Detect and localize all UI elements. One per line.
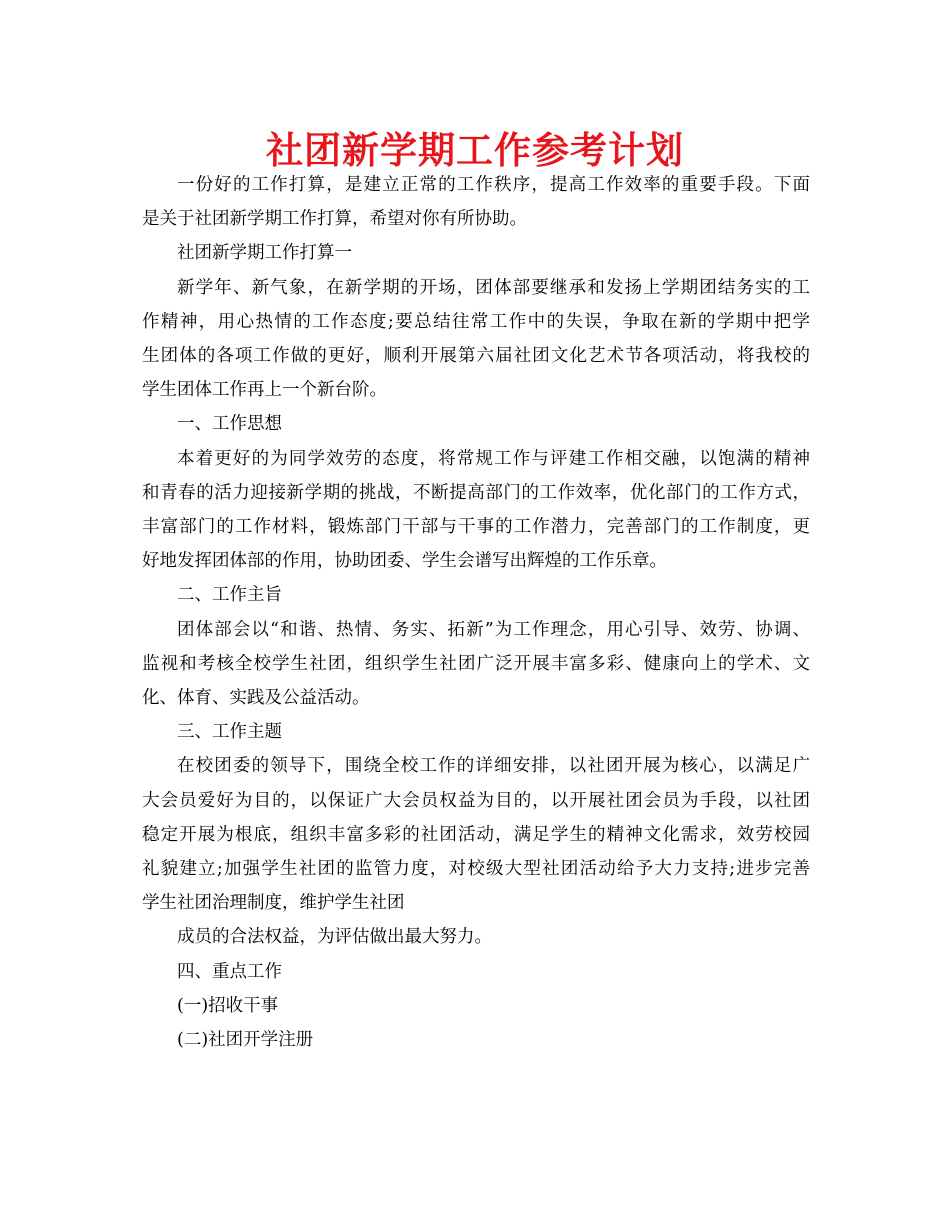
- body-line: 新学年、新气象，在新学期的开场，团体部要继承和发扬上学期团结务实的工: [177, 277, 810, 298]
- body-line: 生团体的各项工作做的更好，顺利开展第六届社团文化艺术节各项活动，将我校的: [142, 346, 810, 367]
- body-line: 三、工作主题: [177, 722, 282, 743]
- body-line: 作精神，用心热情的工作态度;要总结往常工作中的失误，争取在新的学期中把学: [142, 311, 810, 332]
- document-title: 社团新学期工作参考计划: [266, 129, 684, 172]
- body-line: 社团新学期工作打算一: [177, 243, 352, 264]
- body-line: 和青春的活力迎接新学期的挑战，不断提高部门的工作效率，优化部门的工作方式，: [142, 482, 810, 503]
- body-line: 丰富部门的工作材料，锻炼部门干部与干事的工作潜力，完善部门的工作制度，更: [142, 517, 810, 538]
- body-line: 二、工作主旨: [177, 585, 282, 606]
- body-line: 一、工作思想: [177, 414, 282, 435]
- body-line: 稳定开展为根底，组织丰富多彩的社团活动，满足学生的精神文化需求，效劳校园: [142, 824, 810, 845]
- body-line: 化、体育、实践及公益活动。: [142, 688, 370, 709]
- body-line: 成员的合法权益，为评估做出最大努力。: [177, 927, 492, 948]
- body-line: 学生社团治理制度，维护学生社团: [142, 893, 405, 914]
- document-body: [142, 168, 810, 1057]
- body-line: 是关于社团新学期工作打算，希望对你有所协助。: [142, 209, 527, 230]
- body-line: 四、重点工作: [177, 961, 282, 982]
- body-line: 礼貌建立;加强学生社团的监管力度，对校级大型社团活动给予大力支持;进步完善: [142, 859, 810, 880]
- body-line: 监视和考核全校学生社团，组织学生社团广泛开展丰富多彩、健康向上的学术、文: [142, 653, 810, 674]
- body-line: 团体部会以“和谐、热情、务实、拓新”为工作理念，用心引导、效劳、协调、: [177, 619, 810, 640]
- body-line: 一份好的工作打算，是建立正常的工作秩序，提高工作效率的重要手段。下面: [177, 175, 810, 195]
- body-line: 在校团委的领导下，围绕全校工作的详细安排，以社团开展为核心，以满足广: [177, 756, 810, 777]
- body-line: 好地发挥团体部的作用，协助团委、学生会谱写出辉煌的工作乐章。: [142, 551, 667, 572]
- body-line: 大会员爱好为目的，以保证广大会员权益为目的，以开展社团会员为手段，以社团: [142, 790, 810, 811]
- body-line: (一)招收干事: [177, 995, 279, 1016]
- body-line: (二)社团开学注册: [177, 1030, 314, 1051]
- body-line: 本着更好的为同学效劳的态度，将常规工作与评建工作相交融，以饱满的精神: [177, 448, 810, 469]
- body-line: 学生团体工作再上一个新台阶。: [142, 380, 387, 401]
